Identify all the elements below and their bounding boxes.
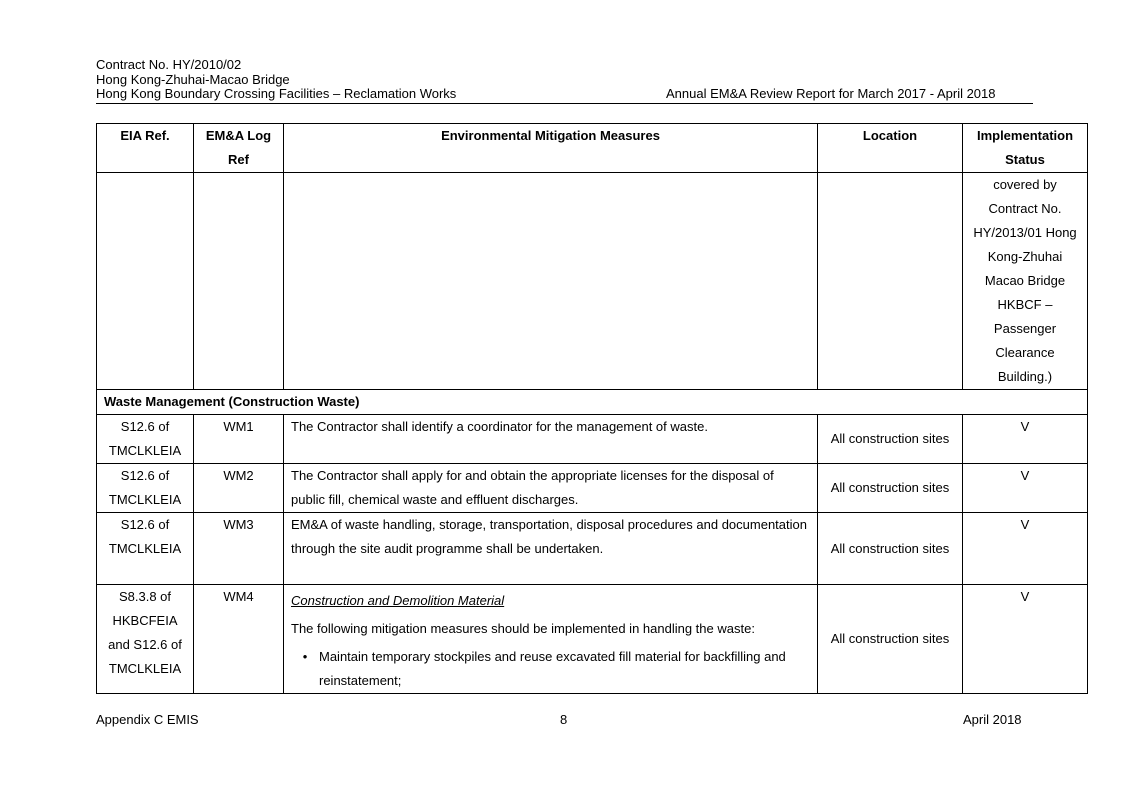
measure-cell: The Contractor shall identify a coordinator for the management of waste. xyxy=(284,415,818,464)
col-header-measures: Environmental Mitigation Measures xyxy=(284,124,818,173)
works-name: Hong Kong Boundary Crossing Facilities – Reclamation Works xyxy=(96,86,457,101)
status-line: covered by xyxy=(993,177,1057,192)
col-header-eia-ref: EIA Ref. xyxy=(97,124,194,173)
eia-ref-line: TMCLKLEIA xyxy=(108,661,182,676)
log-ref-cell: WM1 xyxy=(194,415,284,464)
page-number: 8 xyxy=(560,712,568,727)
footer-appendix: Appendix C EMIS xyxy=(96,712,199,727)
col-header-status xyxy=(963,124,1088,173)
eia-ref-line: TMCLKLEIA xyxy=(108,541,182,556)
status-line: HKBCF – xyxy=(997,297,1053,312)
measure-subheading: Construction and Demolition Material xyxy=(291,593,505,608)
document-header xyxy=(96,58,456,102)
measure-cell xyxy=(284,585,818,694)
log-ref-cell: WM4 xyxy=(194,585,284,694)
footer-date: April 2018 xyxy=(963,712,1022,727)
table-row xyxy=(97,464,1088,513)
eia-ref-line: TMCLKLEIA xyxy=(108,443,182,458)
table-row xyxy=(97,415,1088,464)
eia-ref-line: S12.6 of xyxy=(120,468,170,483)
table-header-row xyxy=(97,124,1088,173)
col-header-location: Location xyxy=(818,124,963,173)
col-header-status-line2: Status xyxy=(1005,152,1045,167)
table-row xyxy=(97,513,1088,585)
location-cell: All construction sites xyxy=(818,415,963,464)
eia-ref-line: S12.6 of xyxy=(120,517,170,532)
cell-empty xyxy=(97,173,194,390)
cell-empty xyxy=(818,173,963,390)
status-line: Contract No. xyxy=(988,201,1062,216)
location-cell: All construction sites xyxy=(818,585,963,694)
eia-ref-line: TMCLKLEIA xyxy=(108,492,182,507)
measure-cell: EM&A of waste handling, storage, transportation, disposal procedures and documentation through the site audit programme shall be undertaken. xyxy=(284,513,818,585)
status-line: Clearance xyxy=(995,345,1055,360)
table-row-continued xyxy=(97,173,1088,390)
continued-status-cell xyxy=(963,173,1088,390)
status-line: Kong-Zhuhai xyxy=(987,249,1063,264)
measure-intro: The following mitigation measures should be implemented in handling the waste: xyxy=(291,621,755,636)
status-line: Building.) xyxy=(997,369,1053,384)
eia-ref-cell xyxy=(97,464,194,513)
col-header-ema-log xyxy=(194,124,284,173)
status-line: HY/2013/01 Hong xyxy=(973,225,1077,240)
section-title: Waste Management (Construction Waste) xyxy=(97,390,1088,415)
col-header-ema-log-line1: EM&A Log xyxy=(205,128,272,143)
col-header-ema-log-line2: Ref xyxy=(228,152,249,167)
eia-ref-cell xyxy=(97,513,194,585)
bullet-icon: • xyxy=(302,649,308,664)
status-cell: V xyxy=(963,415,1088,464)
cell-empty xyxy=(194,173,284,390)
location-cell: All construction sites xyxy=(818,513,963,585)
status-line: Macao Bridge xyxy=(984,273,1066,288)
cell-empty xyxy=(284,173,818,390)
header-divider xyxy=(96,103,1033,104)
location-cell: All construction sites xyxy=(818,464,963,513)
eia-ref-cell xyxy=(97,585,194,694)
project-name: Hong Kong-Zhuhai-Macao Bridge xyxy=(96,71,290,87)
status-line: Passenger xyxy=(993,321,1057,336)
contract-number: Contract No. HY/2010/02 xyxy=(96,57,242,72)
eia-ref-line: S12.6 of xyxy=(120,419,170,434)
table-row xyxy=(97,585,1088,694)
measure-cell: The Contractor shall apply for and obtain the appropriate licenses for the disposal of public fill, chemical waste and effluent discharges. xyxy=(284,464,818,513)
status-cell: V xyxy=(963,585,1088,694)
bullet-text: Maintain temporary stockpiles and reuse excavated fill material for backfilling and reinstatement; xyxy=(319,649,786,688)
status-cell: V xyxy=(963,464,1088,513)
log-ref-cell: WM2 xyxy=(194,464,284,513)
eia-ref-line: and S12.6 of xyxy=(108,637,182,652)
eia-ref-line: HKBCFEIA xyxy=(112,613,178,628)
emis-table xyxy=(96,123,1088,694)
report-title: Annual EM&A Review Report for March 2017 - April 2018 xyxy=(666,86,996,101)
col-header-status-line1: Implementation xyxy=(976,128,1074,143)
eia-ref-line: S8.3.8 of xyxy=(118,589,172,604)
section-row xyxy=(97,390,1088,415)
status-cell: V xyxy=(963,513,1088,585)
measure-bullet xyxy=(291,645,811,693)
eia-ref-cell xyxy=(97,415,194,464)
log-ref-cell: WM3 xyxy=(194,513,284,585)
